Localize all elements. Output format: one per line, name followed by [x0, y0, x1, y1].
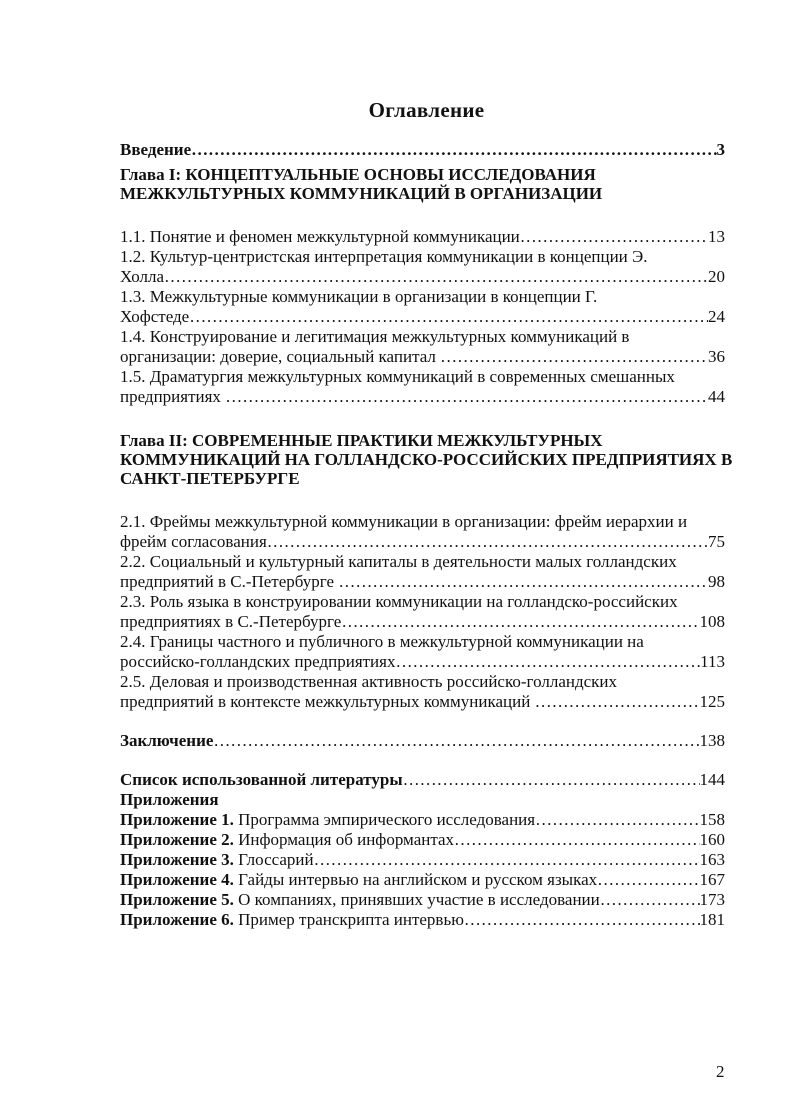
toc-label: 1.1. Понятие и феномен межкультурной коммуникации — [120, 227, 520, 246]
toc-label: Введение — [120, 140, 192, 159]
toc-entry-1-4-line1: 1.4. Конструирование и легитимация межкультурных коммуникаций в — [120, 327, 630, 346]
toc-entry-bibliography — [120, 770, 725, 790]
dot-leader — [464, 910, 700, 930]
toc-page: 173 — [699, 890, 725, 909]
toc-page: 138 — [699, 731, 725, 750]
dot-leader — [520, 227, 708, 247]
chapter-heading-line: Глава I: КОНЦЕПТУАЛЬНЫЕ ОСНОВЫ ИССЛЕДОВАНИЯ — [120, 165, 596, 184]
dot-leader — [225, 387, 708, 407]
toc-page: 125 — [699, 692, 725, 711]
appendix-label: Приложение 4. — [120, 870, 234, 889]
toc-page: 20 — [708, 267, 725, 286]
toc-entry-2-3-line1: 2.3. Роль языка в конструировании коммуникации на голландско-российских — [120, 592, 678, 611]
appendix-label: Приложение 6. — [120, 910, 234, 929]
toc-page: 167 — [699, 870, 725, 889]
toc-label: предприятий в контексте межкультурных коммуникаций — [120, 692, 535, 711]
appendices-heading: Приложения — [120, 790, 219, 809]
toc-entry-appendix-3 — [120, 850, 725, 870]
toc-entry-1-1 — [120, 227, 725, 247]
toc-entry-2-2 — [120, 572, 725, 592]
toc-entry-appendix-4 — [120, 870, 725, 890]
toc-page: 163 — [699, 850, 725, 869]
toc-label: Холла — [120, 267, 164, 286]
toc-page: 113 — [700, 652, 725, 671]
dot-leader — [189, 307, 708, 327]
toc-label: фрейм согласования — [120, 532, 267, 551]
toc-label: Хофстеде — [120, 307, 190, 326]
toc-entry-1-3 — [120, 307, 725, 327]
table-of-contents — [120, 140, 733, 930]
appendix-text: Пример транскрипта интервью — [233, 910, 464, 929]
toc-page: 98 — [708, 572, 725, 591]
toc-label: российско-голландских предприятиях — [120, 652, 396, 671]
dot-leader — [395, 652, 700, 672]
page-number: 2 — [716, 1062, 725, 1081]
toc-label: Заключение — [120, 731, 214, 750]
toc-page: 181 — [699, 910, 725, 929]
toc-entry-intro — [120, 140, 725, 160]
toc-entry-1-5-line1: 1.5. Драматургия межкультурных коммуникаций в современных смешанных — [120, 367, 675, 386]
toc-page: 13 — [708, 227, 725, 246]
toc-entry-appendix-5 — [120, 890, 725, 910]
toc-page: 144 — [699, 770, 725, 789]
toc-entry-1-4 — [120, 347, 725, 367]
appendix-label: Приложение 5. — [120, 890, 234, 909]
toc-page: 36 — [708, 347, 725, 366]
dot-leader — [213, 731, 699, 751]
appendix-text: Гайды интервью на английском и русском языках — [233, 870, 598, 889]
dot-leader — [535, 810, 699, 830]
toc-entry-2-1 — [120, 532, 725, 552]
toc-label: предприятий в С.-Петербурге — [120, 572, 339, 591]
toc-page: 158 — [699, 810, 725, 829]
dot-leader — [267, 532, 708, 552]
toc-page: 3 — [716, 140, 725, 159]
toc-entry-conclusion — [120, 731, 725, 751]
dot-leader — [600, 890, 700, 910]
toc-entry-2-2-line1: 2.2. Социальный и культурный капиталы в деятельности малых голландских — [120, 552, 677, 571]
toc-entry-2-4 — [120, 652, 725, 672]
chapter-heading-line: САНКТ-ПЕТЕРБУРГЕ — [120, 469, 300, 488]
toc-label: предприятиях в С.-Петербурге — [120, 612, 342, 631]
appendix-text: О компаниях, принявших участие в исследовании — [233, 890, 600, 909]
toc-entry-2-5-line1: 2.5. Деловая и производственная активность российско-голландских — [120, 672, 618, 691]
toc-entry-2-4-line1: 2.4. Границы частного и публичного в межкультурной коммуникации на — [120, 632, 644, 651]
appendix-label: Приложение 3. — [120, 850, 234, 869]
dot-leader — [440, 347, 708, 367]
dot-leader — [535, 692, 700, 712]
appendix-text: Программа эмпирического исследования — [233, 810, 536, 829]
toc-page: 108 — [699, 612, 725, 631]
appendix-text: Информация об информантах — [233, 830, 455, 849]
dot-leader — [403, 770, 700, 790]
toc-entry-1-3-line1: 1.3. Межкультурные коммуникации в организации в концепции Г. — [120, 287, 598, 306]
toc-entry-1-2 — [120, 267, 725, 287]
toc-entry-appendix-6 — [120, 910, 725, 930]
chapter-2-heading — [120, 431, 733, 488]
toc-entry-2-3 — [120, 612, 725, 632]
dot-leader — [597, 870, 699, 890]
dot-leader — [341, 612, 699, 632]
appendix-label: Приложение 1. — [120, 810, 234, 829]
toc-entry-1-2-line1: 1.2. Культур-центристская интерпретация коммуникации в концепции Э. — [120, 247, 648, 266]
toc-label: предприятиях — [120, 387, 226, 406]
chapter-heading-line: КОММУНИКАЦИЙ НА ГОЛЛАНДСКО-РОССИЙСКИХ ПРЕДПРИЯТИЯХ В — [120, 450, 733, 469]
toc-entry-2-5 — [120, 692, 725, 712]
toc-entry-2-1-line1: 2.1. Фреймы межкультурной коммуникации в организации: фрейм иерархии и — [120, 512, 688, 531]
appendix-text: Глоссарий — [233, 850, 314, 869]
page-title: Оглавление — [368, 98, 485, 122]
chapter-1-heading — [120, 165, 725, 203]
dot-leader — [454, 830, 699, 850]
toc-page: 44 — [708, 387, 725, 406]
toc-entry-1-5 — [120, 387, 725, 407]
toc-page: 160 — [699, 830, 725, 849]
toc-page: 24 — [708, 307, 725, 326]
appendix-label: Приложение 2. — [120, 830, 234, 849]
dot-leader — [191, 140, 716, 160]
toc-label: организации: доверие, социальный капитал — [120, 347, 441, 366]
chapter-heading-line: Глава II: СОВРЕМЕННЫЕ ПРАКТИКИ МЕЖКУЛЬТУРНЫХ — [120, 431, 603, 450]
chapter-heading-line: МЕЖКУЛЬТУРНЫХ КОММУНИКАЦИЙ В ОРГАНИЗАЦИИ — [120, 184, 603, 203]
dot-leader — [164, 267, 708, 287]
toc-entry-appendix-2 — [120, 830, 725, 850]
toc-page: 75 — [708, 532, 725, 551]
toc-entry-appendix-1 — [120, 810, 725, 830]
dot-leader — [314, 850, 700, 870]
toc-label: Список использованной литературы — [120, 770, 403, 789]
dot-leader — [338, 572, 708, 592]
